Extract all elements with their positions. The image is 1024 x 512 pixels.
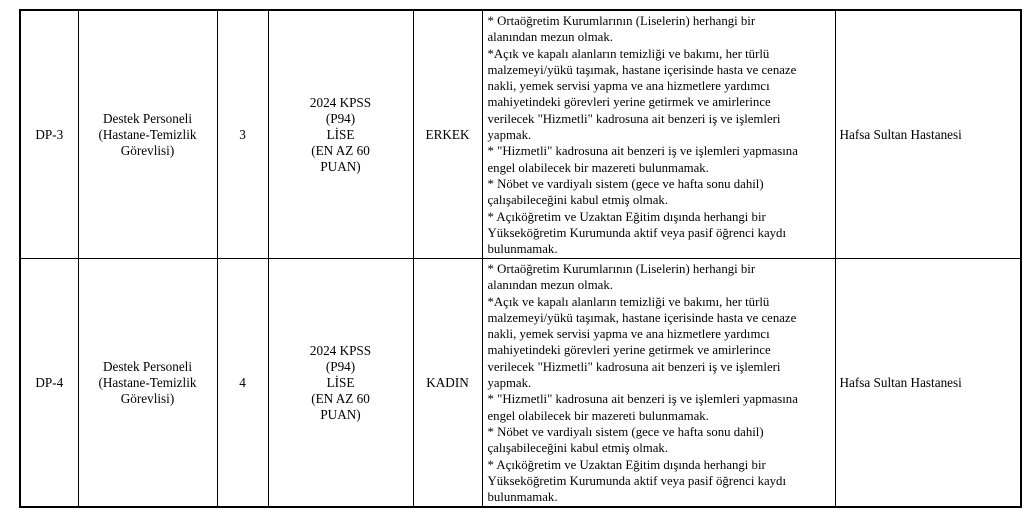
gender: KADIN bbox=[413, 259, 482, 508]
gender: ERKEK bbox=[413, 10, 482, 259]
hospital-name: Hafsa Sultan Hastanesi bbox=[835, 10, 1021, 259]
positions-table bbox=[19, 9, 1022, 508]
exam-requirement: 2024 KPSS (P94) LİSE (EN AZ 60 PUAN) bbox=[268, 259, 413, 508]
position-title: Destek Personeli (Hastane-Temizlik Görevlisi) bbox=[78, 10, 217, 259]
position-code: DP-4 bbox=[20, 259, 78, 508]
hospital-name: Hafsa Sultan Hastanesi bbox=[835, 259, 1021, 508]
position-count: 3 bbox=[217, 10, 268, 259]
position-title: Destek Personeli (Hastane-Temizlik Görevlisi) bbox=[78, 259, 217, 508]
exam-requirement: 2024 KPSS (P94) LİSE (EN AZ 60 PUAN) bbox=[268, 10, 413, 259]
position-count: 4 bbox=[217, 259, 268, 508]
requirements: * Ortaöğretim Kurumlarının (Liselerin) herhangi bir alanından mezun olmak. *Açık ve kapalı alanların temizliği ve bakımı, her türlü malzemeyi/yükü taşımak, hastane içerisinde hasta ve cenaze nakli, yemek servisi yapma ve ana hizmetlere yardımcı mahiyetindeki görevleri yerine getirmek ve amirlerince verilecek "Hizmetli" kadrosuna ait benzeri iş ve işlemleri yapmak. * "Hizmetli" kadrosuna ait benzeri iş ve işlemleri yapmasına engel olabilecek bir mazereti bulunmamak. * Nöbet ve vardiyalı sistem (gece ve hafta sonu dahil) çalışabileceğini kabul etmiş olmak. * Açıköğretim ve Uzaktan Eğitim dışında herhangi bir Yükseköğretim Kurumunda aktif veya pasif öğrenci kaydı bulunmamak. bbox=[482, 10, 835, 259]
requirements: * Ortaöğretim Kurumlarının (Liselerin) herhangi bir alanından mezun olmak. *Açık ve kapalı alanların temizliği ve bakımı, her türlü malzemeyi/yükü taşımak, hastane içerisinde hasta ve cenaze nakli, yemek servisi yapma ve ana hizmetlere yardımcı mahiyetindeki görevleri yerine getirmek ve amirlerince verilecek "Hizmetli" kadrosuna ait benzeri iş ve işlemleri yapmak. * "Hizmetli" kadrosuna ait benzeri iş ve işlemleri yapmasına engel olabilecek bir mazereti bulunmamak. * Nöbet ve vardiyalı sistem (gece ve hafta sonu dahil) çalışabileceğini kabul etmiş olmak. * Açıköğretim ve Uzaktan Eğitim dışında herhangi bir Yükseköğretim Kurumunda aktif veya pasif öğrenci kaydı bulunmamak. bbox=[482, 259, 835, 508]
table-row bbox=[20, 10, 1021, 259]
table-row bbox=[20, 259, 1021, 508]
position-code: DP-3 bbox=[20, 10, 78, 259]
